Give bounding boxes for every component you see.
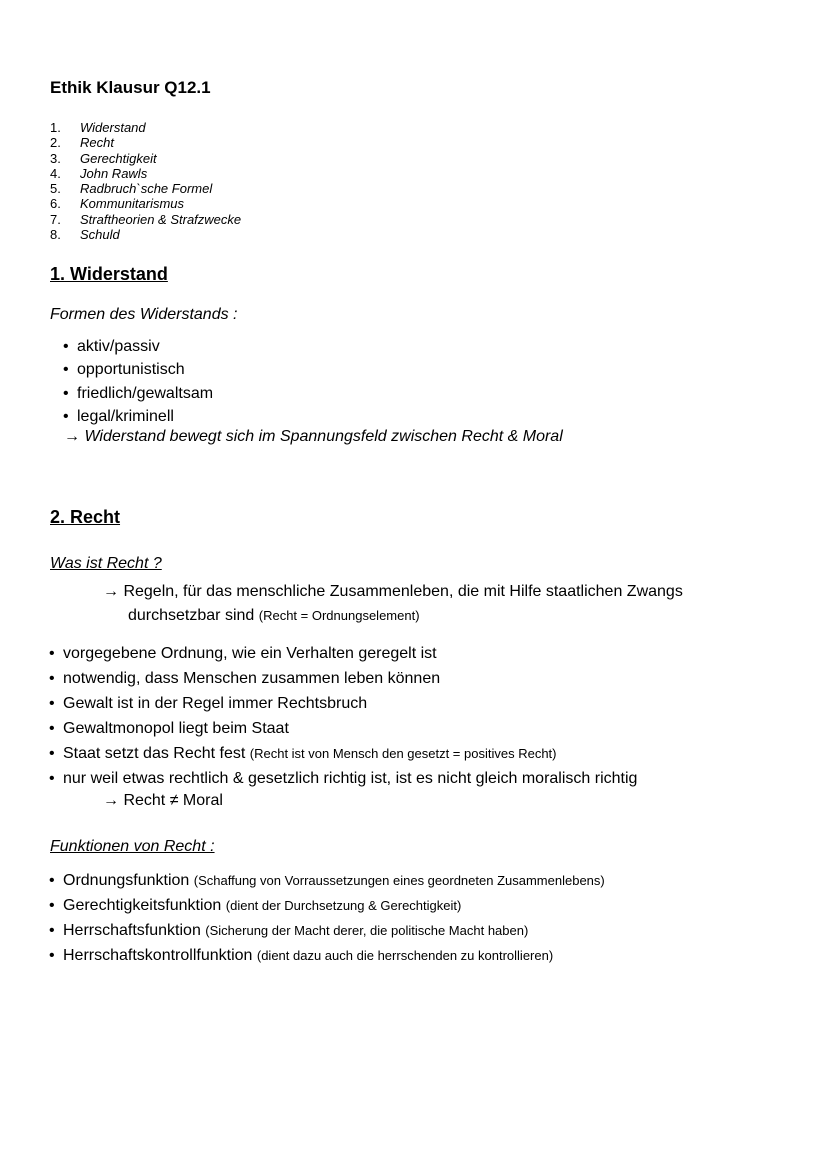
recht-answer-line2: durchsetzbar sind (Recht = Ordnungselement) <box>128 607 420 624</box>
list-item: • Gewaltmonopol liegt beim Staat <box>49 720 289 738</box>
section-heading-recht: 2. Recht <box>50 507 121 527</box>
widerstand-conclusion: → Widerstand bewegt sich im Spannungsfeld zwischen Recht & Moral <box>64 428 563 445</box>
recht-answer-line1: → Regeln, für das menschliche Zusammenleben, die mit Hilfe staatlichen Zwangs <box>103 583 683 600</box>
list-item: • friedlich/gewaltsam <box>63 384 214 402</box>
toc-item: 1. Widerstand <box>50 120 146 135</box>
widerstand-forms-list <box>63 335 214 428</box>
recht-question: Was ist Recht ? <box>50 555 162 572</box>
toc-item: 8. Schuld <box>50 227 120 243</box>
list-item: • nur weil etwas rechtlich & gesetzlich richtig ist, ist es nicht gleich moralisch richtig <box>49 770 638 788</box>
document-title: Ethik Klausur Q12.1 <box>50 78 211 97</box>
recht-functions-list <box>49 868 605 968</box>
recht-bullets-list <box>49 641 638 792</box>
toc-item: 5. Radbruch`sche Formel <box>50 181 213 197</box>
widerstand-subtitle: Formen des Widerstands : <box>50 306 238 323</box>
toc-item: 7. Straftheorien & Strafzwecke <box>50 211 242 227</box>
recht-moral-line: → Recht ≠ Moral <box>103 792 223 809</box>
list-item: • Gerechtigkeitsfunktion (dient der Durchsetzung & Gerechtigkeit) <box>49 897 462 915</box>
list-item: • Staat setzt das Recht fest (Recht ist von Mensch den gesetzt = positives Recht) <box>49 745 557 763</box>
list-item: • vorgegebene Ordnung, wie ein Verhalten geregelt ist <box>49 645 437 662</box>
list-item: • legal/kriminell <box>63 407 174 425</box>
toc-item: 4. John Rawls <box>50 165 148 181</box>
list-item: • aktiv/passiv <box>63 338 160 355</box>
list-item: • notwendig, dass Menschen zusammen leben können <box>49 670 441 688</box>
list-item: • opportunistisch <box>63 361 185 379</box>
toc-item: 6. Kommunitarismus <box>50 196 185 212</box>
section-heading-widerstand: 1. Widerstand <box>50 264 168 284</box>
list-item: • Gewalt ist in der Regel immer Rechtsbruch <box>49 695 368 713</box>
list-item: • Herrschaftskontrollfunktion (dient dazu auch die herrschenden zu kontrollieren) <box>49 947 554 965</box>
toc-item: 2. Recht <box>50 135 114 151</box>
table-of-contents <box>50 120 241 242</box>
recht-functions-title: Funktionen von Recht : <box>50 838 215 855</box>
list-item: • Ordnungsfunktion (Schaffung von Vorraussetzungen eines geordneten Zusammenlebens) <box>49 872 605 889</box>
list-item: • Herrschaftsfunktion (Sicherung der Macht derer, die politische Macht haben) <box>49 922 529 940</box>
toc-item: 3. Gerechtigkeit <box>50 150 157 166</box>
